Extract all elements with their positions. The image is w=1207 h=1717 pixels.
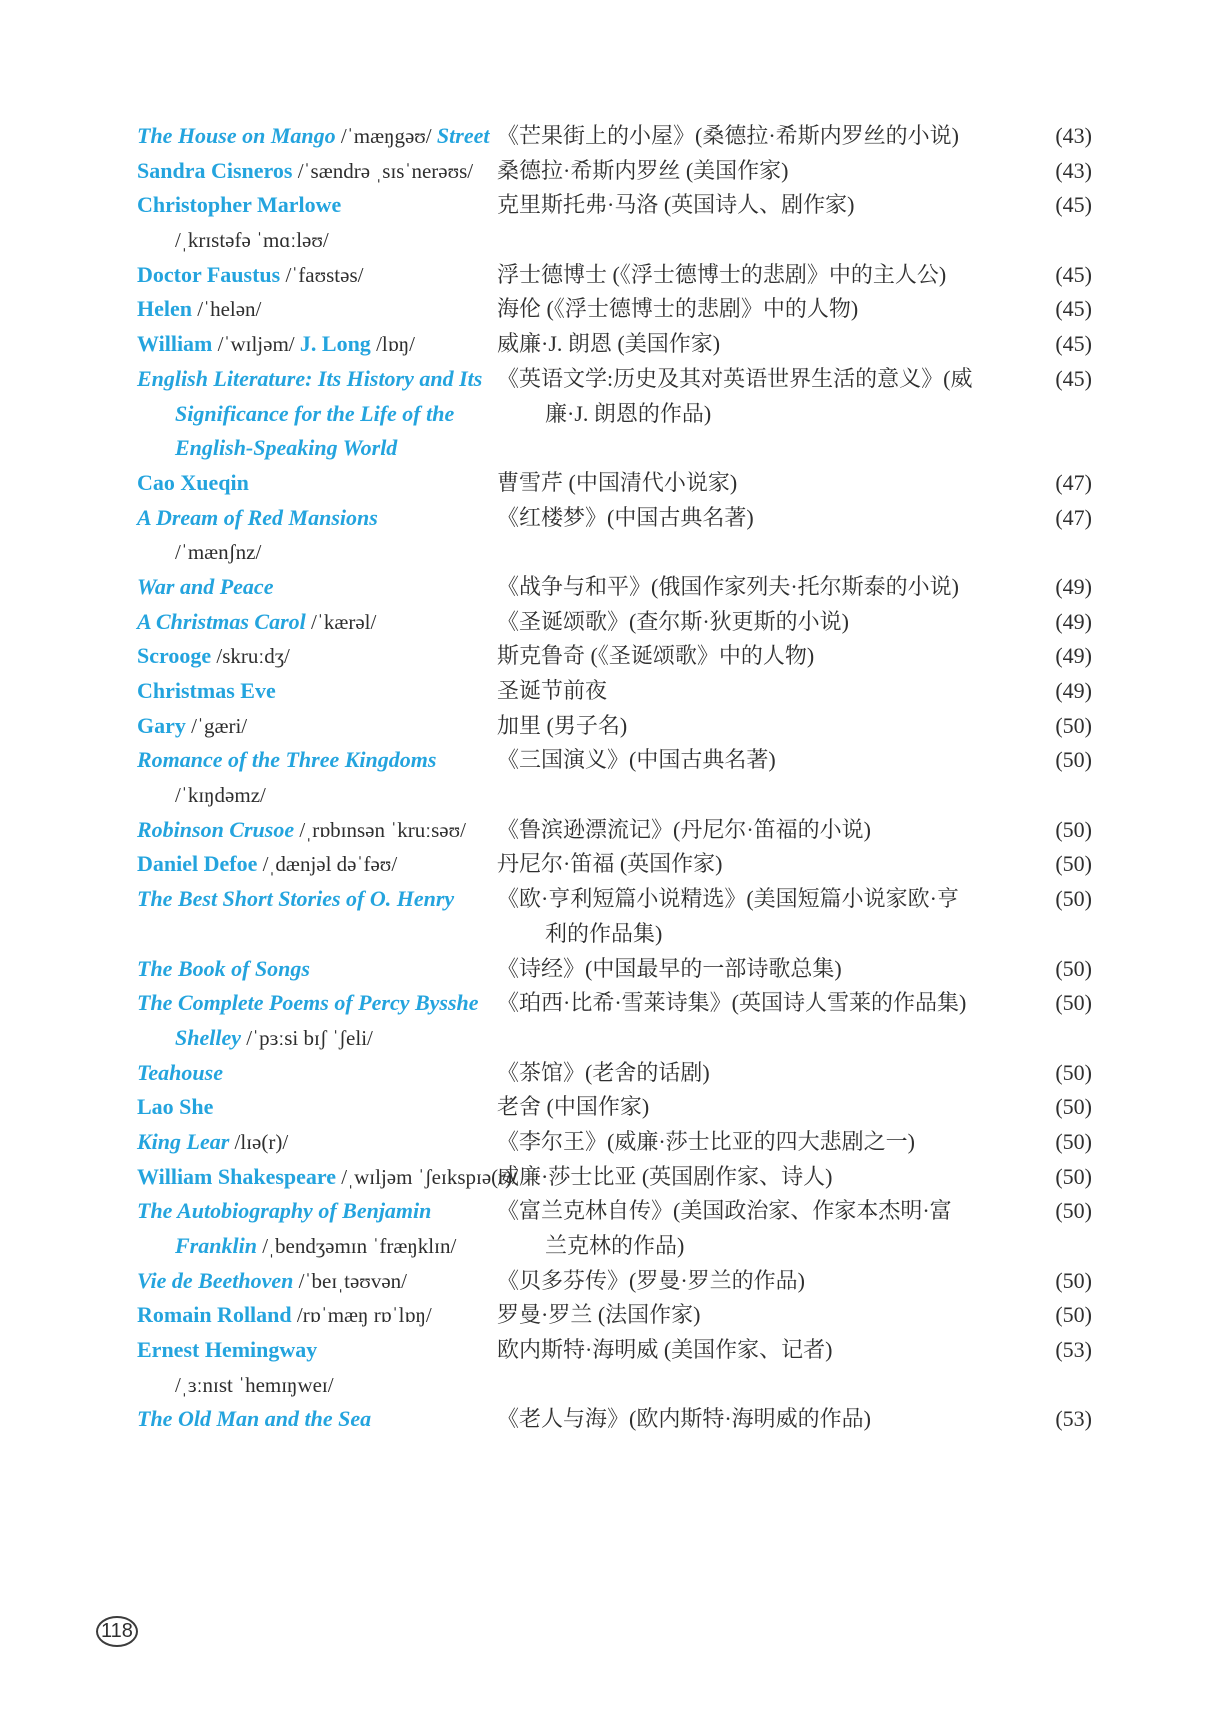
glossary-entry	[137, 882, 1092, 951]
entry-chinese-column	[497, 1264, 1007, 1299]
english-line	[137, 362, 497, 397]
glossary-entry	[137, 1194, 1092, 1263]
chinese-line: 《鲁滨逊漂流记》(丹尼尔·笛福的小说)	[497, 816, 871, 842]
page-ref: (50)	[1055, 712, 1092, 738]
glossary-entry	[137, 674, 1092, 709]
entry-english-column	[137, 154, 497, 189]
entry-page-ref-column	[1007, 292, 1092, 327]
entry-page-ref-column	[1007, 258, 1092, 293]
page-number-text: 118	[101, 1620, 133, 1642]
term-text: The Book of Songs	[137, 955, 310, 981]
chinese-line: 加里 (男子名)	[497, 712, 628, 738]
glossary-entry	[137, 154, 1092, 189]
page-ref: (50)	[1055, 851, 1092, 877]
entry-page-ref-column	[1007, 1298, 1092, 1333]
english-line	[137, 882, 497, 917]
entry-english-column	[137, 1125, 497, 1160]
chinese-line: 《富兰克林自传》(美国政治家、作家本杰明·富	[497, 1198, 952, 1224]
english-line	[137, 1090, 497, 1125]
chinese-line: 桑德拉·希斯内罗丝 (美国作家)	[497, 157, 789, 183]
english-line	[137, 1125, 497, 1160]
phonetic-text: /ˌkrɪstəfə ˈmɑːləʊ/	[175, 228, 329, 253]
entry-page-ref-column	[1007, 119, 1092, 154]
entry-chinese-column	[497, 466, 1007, 501]
entry-chinese-column	[497, 882, 1007, 951]
entry-page-ref-column	[1007, 362, 1092, 397]
page-ref: (50)	[1055, 886, 1092, 912]
entry-chinese-column	[497, 119, 1007, 154]
english-line	[137, 119, 497, 154]
entry-english-column	[137, 188, 497, 257]
entry-english-column	[137, 501, 497, 570]
glossary-entry	[137, 743, 1092, 812]
entry-page-ref-column	[1007, 570, 1092, 605]
term-text: Doctor Faustus	[137, 261, 281, 287]
entry-english-column	[137, 1056, 497, 1091]
chinese-line: 《英语文学:历史及其对英语世界生活的意义》(威	[497, 365, 973, 391]
term-text: Christmas Eve	[137, 678, 276, 703]
entry-english-column	[137, 743, 497, 812]
page-ref: (53)	[1055, 1337, 1092, 1363]
chinese-line: 《战争与和平》(俄国作家列夫·托尔斯泰的小说)	[497, 573, 959, 599]
entry-page-ref-column	[1007, 743, 1092, 778]
phonetic-text: /ˌdænjəl dəˈfəʊ/	[257, 852, 398, 877]
entry-english-column	[137, 952, 497, 987]
entry-chinese-column	[497, 1333, 1007, 1368]
page-ref: (45)	[1055, 331, 1092, 357]
entry-chinese-column	[497, 1298, 1007, 1333]
entry-chinese-column	[497, 154, 1007, 189]
entry-page-ref-column	[1007, 1090, 1092, 1125]
phonetic-text: /ˈbeɪˌtəʊvən/	[293, 1268, 407, 1293]
english-line	[137, 223, 497, 258]
term-text: J. Long	[299, 331, 371, 357]
chinese-line: 罗曼·罗兰 (法国作家)	[497, 1302, 701, 1328]
entry-chinese-column	[497, 813, 1007, 848]
chinese-line: 圣诞节前夜	[497, 678, 608, 703]
english-line	[137, 1160, 518, 1195]
page-ref: (50)	[1055, 955, 1092, 981]
english-line	[137, 743, 497, 778]
term-text: Vie de Beethoven	[137, 1267, 294, 1293]
phonetic-text: /ˈwɪljəm/	[212, 332, 300, 357]
entry-chinese-column	[497, 639, 1007, 674]
entry-english-column	[137, 258, 497, 293]
english-line	[137, 397, 497, 432]
entry-page-ref-column	[1007, 709, 1092, 744]
entry-english-column	[137, 1402, 497, 1437]
page-ref: (50)	[1055, 747, 1092, 773]
glossary-entry	[137, 1402, 1092, 1437]
chinese-line: 《贝多芬传》(罗曼·罗兰的作品)	[497, 1267, 805, 1293]
glossary-entry	[137, 188, 1092, 257]
entry-page-ref-column	[1007, 1125, 1092, 1160]
entry-page-ref-column	[1007, 986, 1092, 1021]
page-ref: (50)	[1055, 816, 1092, 842]
chinese-line: 《李尔王》(威廉·莎士比亚的四大悲剧之一)	[497, 1128, 915, 1154]
entry-english-column	[137, 1090, 497, 1125]
chinese-line: 克里斯托弗·马洛 (英国诗人、剧作家)	[497, 192, 855, 218]
glossary-entry	[137, 119, 1092, 154]
chinese-line: 海伦 (《浮士德博士的悲剧》中的人物)	[497, 296, 859, 322]
english-line	[137, 535, 497, 570]
entry-page-ref-column	[1007, 813, 1092, 848]
chinese-line: 《茶馆》(老舍的话剧)	[497, 1059, 710, 1085]
english-line	[137, 778, 497, 813]
english-line	[137, 1368, 497, 1403]
page-ref: (49)	[1055, 573, 1092, 599]
chinese-line: 利的作品集)	[545, 920, 663, 946]
term-text: Cao Xueqin	[137, 469, 249, 495]
entry-english-column	[137, 570, 497, 605]
entry-page-ref-column	[1007, 188, 1092, 223]
entry-chinese-column	[497, 674, 1007, 709]
entry-english-column	[137, 119, 497, 154]
entry-page-ref-column	[1007, 327, 1092, 362]
term-text: A Dream of Red Mansions	[137, 504, 378, 530]
page-number-badge	[96, 1616, 138, 1647]
entry-english-column	[137, 605, 497, 640]
entry-chinese-column	[497, 327, 1007, 362]
term-text: Gary	[137, 712, 186, 738]
entry-english-column	[137, 674, 497, 709]
term-text: Significance for the Life of the	[175, 400, 455, 426]
english-line	[137, 570, 497, 605]
page-ref: (49)	[1055, 678, 1092, 703]
english-line	[137, 188, 497, 223]
page-ref: (47)	[1055, 504, 1092, 530]
page-ref: (50)	[1055, 1128, 1092, 1154]
entry-page-ref-column	[1007, 1056, 1092, 1091]
chinese-line: 《红楼梦》(中国古典名著)	[497, 504, 754, 530]
entry-english-column	[137, 1194, 497, 1263]
english-line	[137, 1229, 497, 1264]
page-ref: (50)	[1055, 990, 1092, 1016]
entry-chinese-column	[497, 292, 1007, 327]
english-line	[137, 605, 497, 640]
glossary-entry	[137, 1264, 1092, 1299]
term-text: William Shakespeare	[137, 1163, 337, 1189]
term-text: Teahouse	[137, 1059, 223, 1085]
term-text: A Christmas Carol	[137, 608, 306, 634]
entry-page-ref-column	[1007, 639, 1092, 674]
entry-page-ref-column	[1007, 882, 1092, 917]
glossary-list	[137, 119, 1092, 1437]
entry-page-ref-column	[1007, 1194, 1092, 1229]
entry-chinese-column	[497, 362, 1007, 431]
term-text: Shelley	[175, 1024, 241, 1050]
english-line	[137, 1056, 497, 1091]
glossary-entry	[137, 1298, 1092, 1333]
term-text: English-Speaking World	[175, 435, 398, 461]
entry-english-column	[137, 1264, 497, 1299]
english-line	[137, 1402, 497, 1437]
entry-chinese-column	[497, 1194, 1007, 1263]
phonetic-text: /ˈfaʊstəs/	[280, 262, 364, 287]
entry-page-ref-column	[1007, 952, 1092, 987]
glossary-entry	[137, 1333, 1092, 1402]
glossary-entry	[137, 1090, 1092, 1125]
english-line	[137, 327, 497, 362]
page-ref: (45)	[1055, 192, 1092, 218]
english-line	[137, 1298, 497, 1333]
chinese-line: 威廉·莎士比亚 (英国剧作家、诗人)	[497, 1163, 833, 1189]
phonetic-text: /ˈgæri/	[185, 713, 248, 738]
chinese-line: 欧内斯特·海明威 (美国作家、记者)	[497, 1337, 833, 1363]
entry-chinese-column	[497, 1090, 1007, 1125]
phonetic-text: /ˌwɪljəm ˈʃeɪkspɪə(r)/	[336, 1164, 518, 1189]
phonetic-text: /ˌɜːnɪst ˈhemɪŋweɪ/	[175, 1372, 334, 1397]
entry-chinese-column	[497, 1402, 1007, 1437]
page-ref: (49)	[1055, 643, 1092, 669]
english-line	[137, 847, 497, 882]
entry-chinese-column	[497, 1160, 1007, 1195]
entry-english-column	[137, 847, 497, 882]
english-line	[137, 501, 497, 536]
page-ref: (53)	[1055, 1406, 1092, 1432]
term-text: William	[137, 331, 213, 357]
entry-chinese-column	[497, 188, 1007, 223]
english-line	[137, 674, 497, 709]
chinese-line: 浮士德博士 (《浮士德博士的悲剧》中的主人公)	[497, 261, 947, 287]
term-text: Helen	[137, 296, 192, 322]
entry-english-column	[137, 813, 497, 848]
page-ref: (43)	[1055, 123, 1092, 148]
entry-english-column	[137, 986, 497, 1055]
page-ref: (50)	[1055, 1302, 1092, 1328]
entry-chinese-column	[497, 570, 1007, 605]
chinese-line: 廉·J. 朗恩的作品)	[545, 400, 712, 426]
entry-english-column	[137, 362, 497, 466]
page-ref: (50)	[1055, 1059, 1092, 1085]
english-line	[137, 639, 497, 674]
entry-chinese-column	[497, 709, 1007, 744]
term-text: English Literature: Its History and Its	[137, 365, 483, 391]
glossary-entry	[137, 847, 1092, 882]
page-ref: (50)	[1055, 1163, 1092, 1189]
glossary-entry	[137, 986, 1092, 1055]
entry-page-ref-column	[1007, 466, 1092, 501]
term-text: King Lear	[137, 1128, 230, 1154]
entry-page-ref-column	[1007, 605, 1092, 640]
entry-page-ref-column	[1007, 1402, 1092, 1437]
term-text: The Complete Poems of Percy Bysshe	[137, 990, 479, 1016]
entry-chinese-column	[497, 501, 1007, 536]
entry-page-ref-column	[1007, 1333, 1092, 1368]
phonetic-text: /ˈmæŋgəʊ/	[335, 124, 437, 148]
phonetic-text: /ˈhelən/	[192, 297, 262, 322]
entry-page-ref-column	[1007, 1160, 1092, 1195]
page-ref: (45)	[1055, 261, 1092, 287]
term-text: Sandra Cisneros	[137, 157, 293, 183]
phonetic-text: /rɒˈmæŋ rɒˈlɒŋ/	[291, 1303, 432, 1328]
entry-english-column	[137, 327, 497, 362]
term-text: Lao She	[137, 1094, 214, 1120]
phonetic-text: /ˈkɪŋdəmz/	[175, 783, 266, 808]
english-line	[137, 154, 497, 189]
glossary-entry	[137, 258, 1092, 293]
english-line	[137, 986, 497, 1021]
page-ref: (50)	[1055, 1267, 1092, 1293]
english-line	[137, 813, 497, 848]
entry-chinese-column	[497, 743, 1007, 778]
term-text: Scrooge	[137, 643, 212, 669]
phonetic-text: /lɪə(r)/	[229, 1129, 289, 1154]
page-ref: (50)	[1055, 1094, 1092, 1120]
glossary-entry	[137, 709, 1092, 744]
glossary-entry	[137, 570, 1092, 605]
entry-chinese-column	[497, 1125, 1007, 1160]
glossary-entry	[137, 1056, 1092, 1091]
term-text: The Best Short Stories of O. Henry	[137, 886, 455, 912]
term-text: Street	[436, 123, 490, 148]
entry-chinese-column	[497, 847, 1007, 882]
english-line	[137, 431, 497, 466]
glossary-entry	[137, 1160, 1092, 1195]
phonetic-text: /lɒŋ/	[370, 332, 415, 357]
chinese-line: 《欧·亨利短篇小说精选》(美国短篇小说家欧·亨	[497, 886, 959, 912]
term-text: Romain Rolland	[137, 1302, 292, 1328]
term-text: The House on Mango	[137, 123, 336, 148]
phonetic-text: /ˌbendʒəmɪn ˈfræŋklɪn/	[256, 1234, 457, 1258]
page-ref: (43)	[1055, 157, 1092, 183]
glossary-entry	[137, 466, 1092, 501]
entry-page-ref-column	[1007, 847, 1092, 882]
term-text: Daniel Defoe	[137, 851, 258, 877]
entry-english-column	[137, 1333, 497, 1402]
chinese-line: 斯克鲁奇 (《圣诞颂歌》中的人物)	[497, 643, 815, 669]
chinese-line: 兰克林的作品)	[545, 1233, 685, 1258]
phonetic-text: /ˌrɒbɪnsən ˈkruːsəʊ/	[294, 817, 466, 842]
term-text: The Old Man and the Sea	[137, 1406, 372, 1432]
entry-page-ref-column	[1007, 154, 1092, 189]
entry-chinese-column	[497, 986, 1007, 1021]
entry-page-ref-column	[1007, 674, 1092, 709]
chinese-line: 《三国演义》(中国古典名著)	[497, 747, 776, 773]
chinese-line: 《芒果街上的小屋》(桑德拉·希斯内罗丝的小说)	[497, 123, 959, 148]
english-line	[137, 258, 497, 293]
glossary-entry	[137, 501, 1092, 570]
entry-chinese-column	[497, 258, 1007, 293]
entry-english-column	[137, 709, 497, 744]
entry-english-column	[137, 466, 497, 501]
phonetic-text: /ˈmænʃnz/	[175, 540, 262, 565]
english-line	[137, 1021, 497, 1056]
term-text: Franklin	[175, 1233, 257, 1258]
english-line	[137, 952, 497, 987]
glossary-entry	[137, 639, 1092, 674]
chinese-line: 威廉·J. 朗恩 (美国作家)	[497, 331, 721, 357]
page-ref: (49)	[1055, 608, 1092, 634]
entry-english-column	[137, 1298, 497, 1333]
entry-english-column	[137, 882, 497, 917]
chinese-line: 《老人与海》(欧内斯特·海明威的作品)	[497, 1406, 871, 1432]
english-line	[137, 1333, 497, 1368]
page-ref: (47)	[1055, 469, 1092, 495]
entry-chinese-column	[497, 605, 1007, 640]
glossary-entry	[137, 952, 1092, 987]
entry-english-column	[137, 292, 497, 327]
chinese-line: 《诗经》(中国最早的一部诗歌总集)	[497, 955, 842, 981]
entry-page-ref-column	[1007, 1264, 1092, 1299]
entry-page-ref-column	[1007, 501, 1092, 536]
entry-english-column	[137, 1160, 518, 1195]
glossary-entry	[137, 327, 1092, 362]
english-line	[137, 709, 497, 744]
term-text: Romance of the Three Kingdoms	[137, 747, 437, 773]
phonetic-text: /ˈsændrə ˌsɪsˈnerəʊs/	[292, 158, 474, 183]
page-ref: (50)	[1055, 1198, 1092, 1224]
glossary-entry	[137, 1125, 1092, 1160]
term-text: The Autobiography of Benjamin	[137, 1198, 432, 1224]
phonetic-text: /ˈkærəl/	[305, 609, 377, 634]
english-line	[137, 1194, 497, 1229]
entry-english-column	[137, 639, 497, 674]
chinese-line: 《圣诞颂歌》(查尔斯·狄更斯的小说)	[497, 608, 849, 634]
entry-chinese-column	[497, 952, 1007, 987]
english-line	[137, 292, 497, 327]
page-ref: (45)	[1055, 365, 1092, 391]
chinese-line: 曹雪芹 (中国清代小说家)	[497, 469, 738, 495]
entry-chinese-column	[497, 1056, 1007, 1091]
glossary-entry	[137, 362, 1092, 466]
chinese-line: 《珀西·比希·雪莱诗集》(英国诗人雪莱的作品集)	[497, 990, 967, 1016]
term-text: Ernest Hemingway	[137, 1337, 318, 1363]
phonetic-text: /skruːdʒ/	[211, 644, 290, 669]
page-ref: (45)	[1055, 296, 1092, 322]
glossary-entry	[137, 605, 1092, 640]
glossary-entry	[137, 292, 1092, 327]
phonetic-text: /ˈpɜːsi bɪʃ ˈʃeli/	[241, 1025, 373, 1050]
term-text: War and Peace	[137, 573, 274, 599]
english-line	[137, 466, 497, 501]
glossary-entry	[137, 813, 1092, 848]
chinese-line: 丹尼尔·笛福 (英国作家)	[497, 851, 723, 877]
chinese-line: 老舍 (中国作家)	[497, 1094, 650, 1120]
term-text: Christopher Marlowe	[137, 192, 342, 218]
term-text: Robinson Crusoe	[137, 816, 295, 842]
english-line	[137, 1264, 497, 1299]
